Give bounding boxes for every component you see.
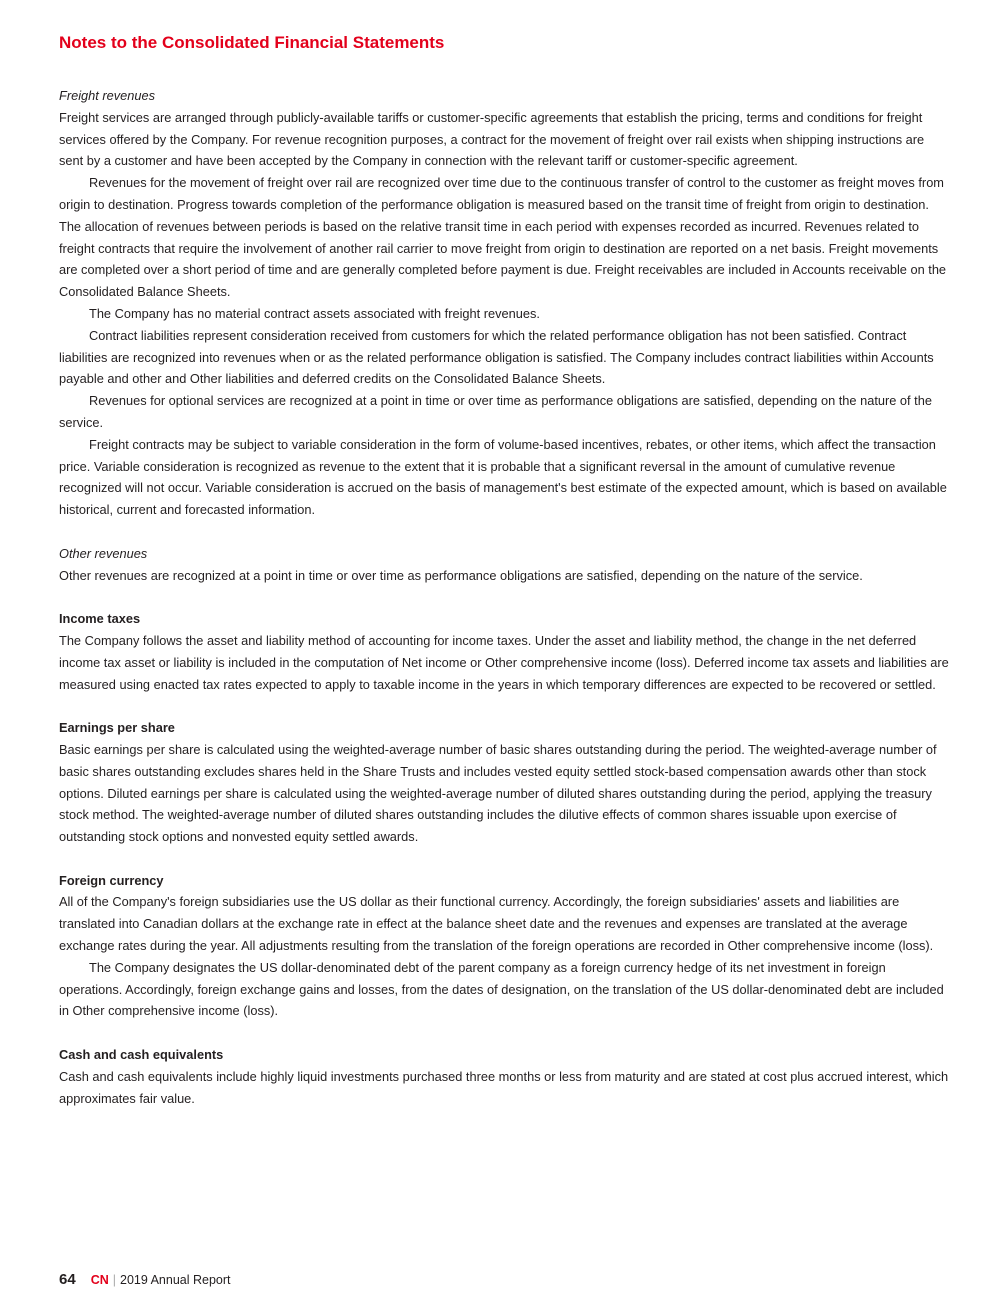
section-cash-equivalents: [59, 1044, 951, 1109]
page-number: 64: [59, 1271, 76, 1288]
paragraph: Revenues for the movement of freight over rail are recognized over time due to the continuous transfer of control to the customer as freight moves from origin to destination. Progress towards completion of the performance obligation is measured based on the transit time of freight from origin to destination. The allocation of revenues between periods is based on the relative transit time in each period with expenses recorded as incurred. Revenues related to freight contracts that require the involvement of another rail carrier to move freight from origin to destination are reported on a net basis. Freight movements are completed over a short period of time and are generally completed before payment is due. Freight receivables are included in Accounts receivable on the Consolidated Balance Sheets.: [59, 175, 947, 300]
paragraph: The Company follows the asset and liability method of accounting for income taxes. Under the asset and liability method, the change in the net deferred income tax asset or liability is included in the computation of Net income or Other comprehensive income (loss). Deferred income tax assets and liabilities are measured using enacted tax rates expected to apply to taxable income in the years in which temporary differences are expected to be recovered or settled.: [59, 632, 949, 692]
section-foreign-currency: [59, 870, 951, 1023]
paragraph: All of the Company's foreign subsidiaries use the US dollar as their functional currency. Accordingly, the foreign subsidiaries' assets and liabilities are translated into Canadian dollars at the exchange rate in effect at the balance sheet date and the revenues and expenses are translated at the average exchange rates during the year. All adjustments resulting from the translation of the foreign operations are recorded in Other comprehensive income (loss).: [59, 894, 934, 954]
section-heading: Foreign currency: [59, 872, 164, 888]
brand-logo-text: CN: [90, 1273, 109, 1287]
paragraph: Other revenues are recognized at a point in time or over time as performance obligations are satisfied, depending on the nature of the service.: [59, 567, 863, 583]
paragraph: The Company designates the US dollar-denominated debt of the parent company as a foreign currency hedge of its net investment in foreign operations. Accordingly, foreign exchange gains and losses, from the dates of designation, on the translation of the US dollar-denominated debt are included in Other comprehensive income (loss).: [59, 959, 944, 1019]
section-heading: Income taxes: [59, 611, 141, 627]
section-income-taxes: [59, 608, 951, 695]
paragraph: Contract liabilities represent consideration received from customers for which the related performance obligation has not been satisfied. Contract liabilities are recognized into revenues when or as the related performance obligation is satisfied. The Company includes contract liabilities within Accounts payable and other and Other liabilities and deferred credits on the Consolidated Balance Sheets.: [59, 327, 934, 387]
footer-separator: |: [112, 1273, 116, 1287]
paragraph: Freight services are arranged through publicly-available tariffs or customer-specific agreements that establish the pricing, terms and conditions for freight services offered by the Company. For revenue recognition purposes, a contract for the movement of freight over rail exists when shipping instructions are sent by a customer and have been accepted by the Company in connection with the relevant tariff or customer-specific agreement.: [59, 109, 925, 169]
page-footer: [59, 1271, 231, 1288]
section-freight-revenues: [59, 85, 951, 521]
report-name: 2019 Annual Report: [120, 1273, 231, 1287]
section-earnings-per-share: [59, 717, 951, 848]
section-heading: Cash and cash equivalents: [59, 1047, 224, 1063]
section-heading: Freight revenues: [59, 88, 156, 103]
paragraph: The Company has no material contract assets associated with freight revenues.: [89, 305, 540, 321]
paragraph: Cash and cash equivalents include highly liquid investments purchased three months or less from maturity and are stated at cost plus accrued interest, which approximates fair value.: [59, 1068, 949, 1106]
section-other-revenues: [59, 543, 951, 587]
paragraph: Basic earnings per share is calculated using the weighted-average number of basic shares outstanding during the period. The weighted-average number of basic shares outstanding excludes shares held in the Share Trusts and includes vested equity settled stock-based compensation awards other than stock options. Diluted earnings per share is calculated using the weighted-average number of diluted shares outstanding during the period, applying the treasury stock method. The weighted-average number of diluted shares outstanding includes the dilutive effects of common shares issuable upon exercise of outstanding stock options and nonvested equity settled awards.: [59, 741, 937, 845]
paragraph: Freight contracts may be subject to variable consideration in the form of volume-based incentives, rebates, or other items, which affect the transaction price. Variable consideration is recognized as revenue to the extent that it is probable that a significant reversal in the amount of cumulative revenue recognized will not occur. Variable consideration is accrued on the basis of management's best estimate of the expected amount, which is based on available historical, current and forecasted information.: [59, 436, 947, 518]
paragraph: Revenues for optional services are recognized at a point in time or over time as performance obligations are satisfied, depending on the nature of the service.: [59, 393, 932, 430]
section-heading: Other revenues: [59, 545, 148, 561]
section-heading: Earnings per share: [59, 720, 175, 736]
page-title: Notes to the Consolidated Financial Statements: [59, 33, 445, 52]
document-body: [59, 85, 951, 1131]
